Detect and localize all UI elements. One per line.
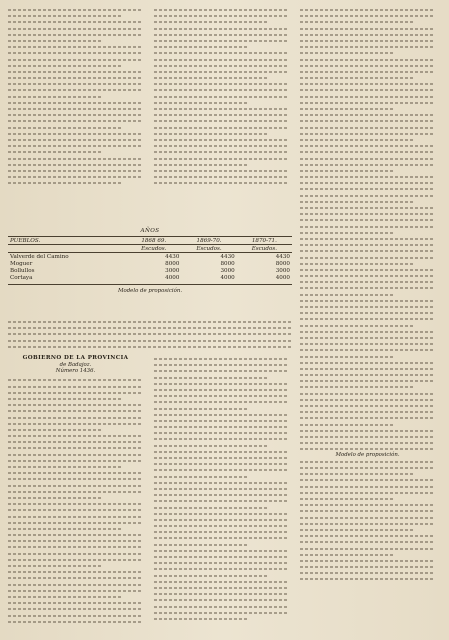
row-value-2: 4000 [220,274,235,281]
row-value-2: 4430 [220,253,235,260]
modelo-heading: Modelo de proposición. [117,288,183,294]
row-value-3: 8000 [275,260,290,267]
subheader-blank [8,245,126,253]
row-value-3: 4430 [275,253,290,260]
section-subheading-badajoz: de Badajoz. [59,361,92,368]
column-middle-bottom [154,355,289,621]
column-left-bottom [8,355,143,624]
header-pueblos: PUEBLOS. [8,237,126,245]
table-bottom-rule [8,284,292,285]
table-row [8,274,292,281]
column-left-top [8,6,143,185]
row-value-3: 4000 [275,274,290,281]
text-block-below-table [8,318,292,349]
column-right-modelo: Modelo de proposición. [335,451,400,458]
pueblos-table [8,236,292,281]
row-value-3: 3000 [275,267,290,274]
row-value-1: 8000 [165,260,180,267]
section-heading-gobierno: GOBIERNO DE LA PROVINCIA [22,355,129,361]
header-year-3: 1870-71. [237,237,292,245]
numero-label: Número 1436. [55,368,96,374]
row-value-2: 8000 [220,260,235,267]
table-header-row [8,237,292,245]
row-value-1: 4000 [165,274,180,281]
row-value-1: 4430 [165,253,180,260]
header-year-1: 1868 69. [126,237,181,245]
row-pueblo: Cortaya [10,274,33,281]
column-right [300,6,435,636]
row-value-2: 3000 [220,267,235,274]
row-pueblo: Moguer [10,260,33,267]
column-middle-top [154,6,289,185]
subheader-escudos-1: Escudos. [126,245,181,253]
pueblos-table-section [8,226,292,294]
table-row [8,253,292,261]
table-row [8,260,292,267]
row-pueblo: Valverde del Camino [10,253,69,260]
years-heading: AÑOS [140,228,160,234]
subheader-escudos-2: Escudos. [181,245,236,253]
row-value-1: 3000 [165,267,180,274]
header-year-2: 1869-70. [181,237,236,245]
table-subheader-row [8,245,292,253]
row-pueblo: Bollullos [10,267,35,274]
subheader-escudos-3: Escudos. [237,245,292,253]
table-row [8,267,292,274]
